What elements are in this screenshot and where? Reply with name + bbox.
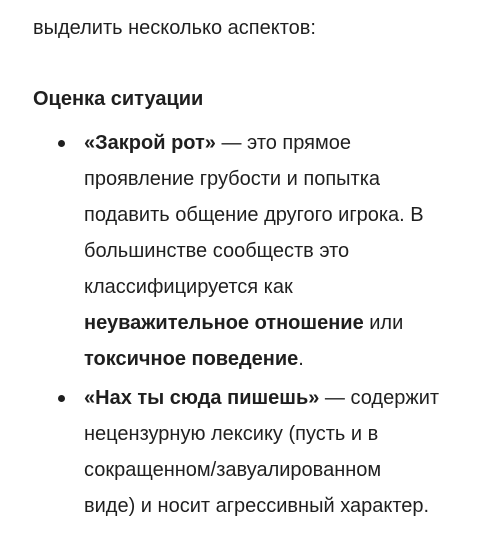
bullet-line [84, 380, 484, 416]
bullet-line [84, 305, 484, 341]
bullet-line: большинстве сообществ это [84, 240, 350, 262]
bullet-line: виде) и носит агрессивный характер. [84, 495, 430, 517]
line-text: — это прямое [215, 132, 351, 154]
bullet-line [84, 341, 484, 377]
bullet-item-nah-ty-syuda [84, 380, 484, 524]
bullet-line: подавить общение другого игрока. В [84, 204, 424, 226]
bullet-line [84, 125, 484, 161]
intro-text: выделить несколько аспектов: [33, 17, 316, 39]
bold-phrase: неуважительное отношение [84, 312, 364, 334]
line-text: или [363, 312, 404, 334]
bold-phrase: «Нах ты сюда пишешь» [84, 387, 320, 409]
bullet-item-zakroy-rot [84, 125, 484, 377]
bold-phrase: «Закрой рот» [84, 132, 216, 154]
bullet-line: классифицируется как [84, 276, 293, 298]
bullet-line: проявление грубости и попытка [84, 168, 381, 190]
line-text: . [298, 348, 304, 370]
bold-phrase: токсичное поведение [84, 348, 299, 370]
bullet-line: нецензурную лексику (пусть и в [84, 423, 379, 445]
bullet-dot-icon [58, 395, 65, 402]
line-text: — содержит [319, 387, 440, 409]
section-heading: Оценка ситуации [33, 88, 204, 110]
bullet-line: сокращенном/завуалированном [84, 459, 382, 481]
bullet-dot-icon [58, 140, 65, 147]
